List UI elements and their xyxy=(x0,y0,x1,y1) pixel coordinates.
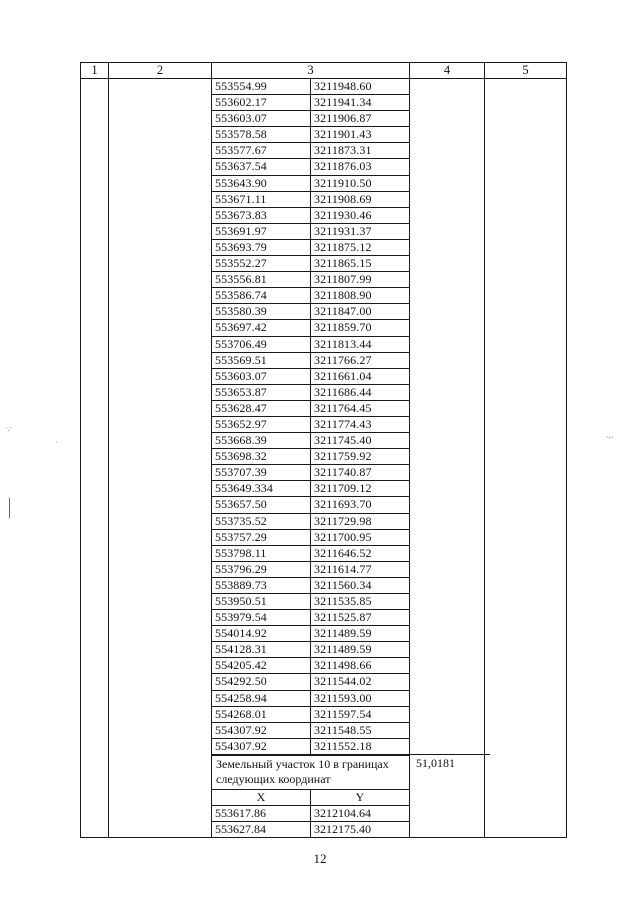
coordinate-x: 553796.29 xyxy=(212,561,311,577)
coordinate-x: 553637.54 xyxy=(212,159,311,175)
coordinate-y: 3211489.59 xyxy=(311,642,410,658)
coordinate-x: 553577.67 xyxy=(212,143,311,159)
plot-10-title: Земельный участок 10 в границах следующих координат xyxy=(212,755,409,789)
coordinate-y: 3211876.03 xyxy=(311,159,410,175)
plot-10-coordinates xyxy=(212,789,409,837)
coordinate-y: 3211906.87 xyxy=(311,111,410,127)
coordinate-x: 553652.97 xyxy=(212,416,311,432)
coordinate-row xyxy=(212,95,409,111)
coordinate-x: 553707.39 xyxy=(212,465,311,481)
coordinate-row xyxy=(212,320,409,336)
coordinate-list xyxy=(212,79,409,755)
coordinate-y: 3211931.37 xyxy=(311,223,410,239)
coordinate-row xyxy=(212,352,409,368)
coordinate-y: 3211873.31 xyxy=(311,143,410,159)
scan-speck-right: ·-· xyxy=(606,433,614,442)
coordinate-row xyxy=(212,191,409,207)
header-col-5: 5 xyxy=(485,63,567,79)
coordinate-row xyxy=(212,159,409,175)
coordinate-x: 553671.11 xyxy=(212,191,311,207)
header-col-3: 3 xyxy=(212,63,410,79)
coordinate-row xyxy=(212,610,409,626)
coordinate-x: 554258.94 xyxy=(212,690,311,706)
coordinate-x: 554268.01 xyxy=(212,706,311,722)
coordinate-y: 3211766.27 xyxy=(311,352,410,368)
coordinate-row xyxy=(212,465,409,481)
coordinate-x: 553602.17 xyxy=(212,95,311,111)
coordinate-row xyxy=(212,207,409,223)
header-col-4: 4 xyxy=(410,63,485,79)
coordinate-y: 3211597.54 xyxy=(311,706,410,722)
coordinate-row xyxy=(212,626,409,642)
coordinate-y: 3211745.40 xyxy=(311,433,410,449)
coordinate-row xyxy=(212,223,409,239)
coordinate-y: 3211901.43 xyxy=(311,127,410,143)
plot-10-coordinate-x: 553617.86 xyxy=(212,806,311,822)
coordinate-row xyxy=(212,577,409,593)
coordinate-y: 3211729.98 xyxy=(311,513,410,529)
coordinate-row xyxy=(212,304,409,320)
coordinate-x: 553653.87 xyxy=(212,384,311,400)
scan-mark xyxy=(9,498,10,518)
col-2-cell xyxy=(109,79,212,838)
header-col-1: 1 xyxy=(81,63,109,79)
coordinate-x: 554307.92 xyxy=(212,722,311,738)
coordinate-x: 553757.29 xyxy=(212,529,311,545)
coordinate-y: 3211908.69 xyxy=(311,191,410,207)
coordinate-x: 554307.92 xyxy=(212,738,311,754)
coordinate-y: 3211489.59 xyxy=(311,626,410,642)
plot-10-coordinate-y: 3212175.40 xyxy=(311,822,410,838)
coordinate-y: 3211875.12 xyxy=(311,239,410,255)
header-row xyxy=(81,63,567,79)
coordinate-row xyxy=(212,111,409,127)
coordinate-y: 3211700.95 xyxy=(311,529,410,545)
coordinate-x: 553603.07 xyxy=(212,368,311,384)
coordinate-y: 3211552.18 xyxy=(311,738,410,754)
coordinate-row xyxy=(212,545,409,561)
coordinate-x: 553569.51 xyxy=(212,352,311,368)
coordinate-row xyxy=(212,368,409,384)
coordinate-row xyxy=(212,594,409,610)
coordinate-y: 3211807.99 xyxy=(311,272,410,288)
coordinate-x: 554205.42 xyxy=(212,658,311,674)
coordinate-x: 553578.58 xyxy=(212,127,311,143)
axis-x-label: X xyxy=(212,789,311,805)
coordinate-x: 554128.31 xyxy=(212,642,311,658)
coordinate-row xyxy=(212,529,409,545)
coordinate-y: 3211544.02 xyxy=(311,674,410,690)
coordinate-y: 3211764.45 xyxy=(311,400,410,416)
coordinate-y: 3211686.44 xyxy=(311,384,410,400)
coordinate-x: 553950.51 xyxy=(212,594,311,610)
coordinate-x: 553697.42 xyxy=(212,320,311,336)
coordinate-y: 3211661.04 xyxy=(311,368,410,384)
coordinate-x: 553580.39 xyxy=(212,304,311,320)
coordinate-row xyxy=(212,272,409,288)
coordinate-y: 3211774.43 xyxy=(311,416,410,432)
coordinate-y: 3211593.00 xyxy=(311,690,410,706)
coordinate-y: 3211614.77 xyxy=(311,561,410,577)
coordinate-row xyxy=(212,336,409,352)
coordinate-y: 3211560.34 xyxy=(311,577,410,593)
coordinate-x: 553668.39 xyxy=(212,433,311,449)
coordinate-row xyxy=(212,722,409,738)
coordinate-x: 553586.74 xyxy=(212,288,311,304)
coordinate-row xyxy=(212,513,409,529)
coordinate-x: 553556.81 xyxy=(212,272,311,288)
coordinate-y: 3211948.60 xyxy=(311,79,410,95)
col-4-cell xyxy=(410,79,485,838)
page-number: 12 xyxy=(313,851,327,866)
scan-speck-left: ·.· xyxy=(5,424,13,433)
coordinate-y: 3211535.85 xyxy=(311,594,410,610)
coordinate-x: 553889.73 xyxy=(212,577,311,593)
coordinate-x: 553693.79 xyxy=(212,239,311,255)
coordinate-row xyxy=(212,433,409,449)
coordinate-row xyxy=(212,416,409,432)
coordinate-x: 553649.334 xyxy=(212,481,311,497)
coordinate-y: 3211910.50 xyxy=(311,175,410,191)
axis-header-row xyxy=(212,789,409,805)
plot-10-coordinate-x: 553627.84 xyxy=(212,822,311,838)
coordinate-x: 553643.90 xyxy=(212,175,311,191)
coordinate-row xyxy=(212,384,409,400)
coordinate-row xyxy=(212,79,409,95)
coordinate-x: 553698.32 xyxy=(212,449,311,465)
coordinate-row xyxy=(212,690,409,706)
coordinate-row xyxy=(212,481,409,497)
coordinate-y: 3211941.34 xyxy=(311,95,410,111)
col-5-cell xyxy=(485,79,567,838)
coordinate-row xyxy=(212,642,409,658)
coordinate-x: 553628.47 xyxy=(212,400,311,416)
plot-10-area: 51,0181 xyxy=(410,754,490,771)
coordinate-x: 553554.99 xyxy=(212,79,311,95)
coordinate-y: 3211525.87 xyxy=(311,610,410,626)
col-3-cell xyxy=(212,79,410,838)
coordinate-row xyxy=(212,561,409,577)
coordinate-x: 553603.07 xyxy=(212,111,311,127)
plot-10-coordinate-y: 3212104.64 xyxy=(311,806,410,822)
coordinate-row xyxy=(212,239,409,255)
coordinate-row xyxy=(212,674,409,690)
coordinate-x: 553657.50 xyxy=(212,497,311,513)
coordinate-x: 553552.27 xyxy=(212,256,311,272)
coordinate-row xyxy=(212,400,409,416)
coordinate-row xyxy=(212,658,409,674)
coordinate-y: 3211847.00 xyxy=(311,304,410,320)
coordinate-y: 3211859.70 xyxy=(311,320,410,336)
plot-10-coordinate-row xyxy=(212,806,409,822)
coordinate-y: 3211930.46 xyxy=(311,207,410,223)
coordinate-y: 3211646.52 xyxy=(311,545,410,561)
coordinate-y: 3211548.55 xyxy=(311,722,410,738)
coordinate-y: 3211808.90 xyxy=(311,288,410,304)
coordinate-row xyxy=(212,143,409,159)
coordinate-row xyxy=(212,288,409,304)
coordinate-x: 553735.52 xyxy=(212,513,311,529)
coordinate-y: 3211759.92 xyxy=(311,449,410,465)
scan-speck-left-small: · xyxy=(55,438,58,447)
coordinate-y: 3211813.44 xyxy=(311,336,410,352)
plot-10-coordinate-row xyxy=(212,822,409,838)
coordinate-y: 3211709.12 xyxy=(311,481,410,497)
body-row xyxy=(81,79,567,838)
coordinate-y: 3211498.66 xyxy=(311,658,410,674)
coordinate-row xyxy=(212,256,409,272)
coordinate-x: 553673.83 xyxy=(212,207,311,223)
coordinate-y: 3211693.70 xyxy=(311,497,410,513)
col-1-cell xyxy=(81,79,109,838)
header-col-2: 2 xyxy=(109,63,212,79)
coordinate-row xyxy=(212,738,409,754)
coordinates-table xyxy=(80,62,567,838)
coordinate-row xyxy=(212,175,409,191)
axis-y-label: Y xyxy=(311,789,410,805)
coordinate-x: 554014.92 xyxy=(212,626,311,642)
coordinate-x: 553691.97 xyxy=(212,223,311,239)
coordinate-y: 3211865.15 xyxy=(311,256,410,272)
coordinate-x: 553979.54 xyxy=(212,610,311,626)
coordinate-x: 553798.11 xyxy=(212,545,311,561)
coordinate-x: 553706.49 xyxy=(212,336,311,352)
coordinate-row xyxy=(212,706,409,722)
coordinate-x: 554292.50 xyxy=(212,674,311,690)
coordinate-row xyxy=(212,127,409,143)
coordinate-row xyxy=(212,449,409,465)
coordinate-y: 3211740.87 xyxy=(311,465,410,481)
coordinate-row xyxy=(212,497,409,513)
